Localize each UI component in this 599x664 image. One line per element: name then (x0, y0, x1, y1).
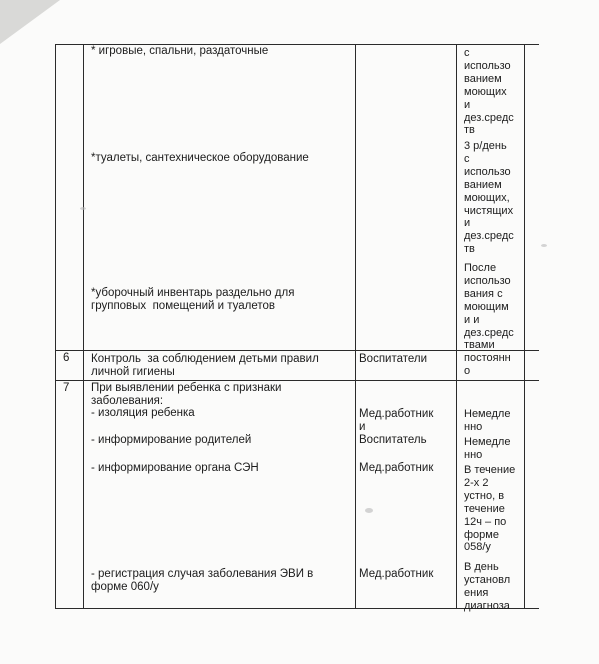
timing-text: В течение 2-х 2 устно, в течение 12ч – по форме 058/у (464, 464, 516, 554)
row-divider (55, 380, 539, 381)
timing-text: 3 р/день с использо ванием моющих, чистящих и дез.средс тв (464, 140, 514, 256)
responsible-text: Воспитатели (359, 353, 428, 365)
timing-text: После использо вания с моющим и и дез.средс твами (464, 262, 514, 352)
measure-item: *туалеты, сантехническое оборудование (91, 152, 309, 164)
table-right-border (524, 44, 525, 609)
column-divider (355, 44, 356, 609)
measure-item: - информирование органа СЭН (91, 462, 259, 474)
measure-item: - информирование родителей (91, 434, 252, 446)
table-left-border (55, 44, 56, 609)
measure-item: - регистрация случая заболевания ЭВИ в форме 060/у (91, 568, 314, 594)
scan-speck (541, 244, 547, 247)
timing-text: постоянн о (464, 352, 511, 377)
timing-text: В день установл ения диагноза (464, 561, 511, 612)
measure-item: - изоляция ребенка (91, 407, 195, 419)
folded-corner (0, 0, 60, 44)
scan-speck (80, 207, 86, 210)
timing-text: с использо ванием моющих и дез.средс тв (464, 47, 514, 137)
timing-text: Немедле нно (464, 436, 511, 461)
column-divider (83, 44, 84, 609)
responsible-text: Мед.работник и (359, 408, 434, 434)
responsible-text: Мед.работник (359, 568, 434, 580)
row-number: 7 (63, 382, 70, 394)
timing-text: Немедле нно (464, 408, 511, 433)
responsible-text: Мед.работник (359, 462, 434, 474)
scan-speck (365, 508, 373, 513)
measure-item: Контроль за соблюдением детьми правил личной гигиены (91, 353, 319, 379)
measure-item: * игровые, спальни, раздаточные (91, 45, 269, 57)
measure-item: *уборочный инвентарь раздельно для групповых помещений и туалетов (91, 287, 295, 313)
measure-item: При выявлении ребенка с признаки заболевания: (91, 382, 282, 408)
responsible-text: Воспитатель (359, 434, 427, 446)
row-number: 6 (63, 352, 70, 364)
column-divider (456, 44, 457, 609)
